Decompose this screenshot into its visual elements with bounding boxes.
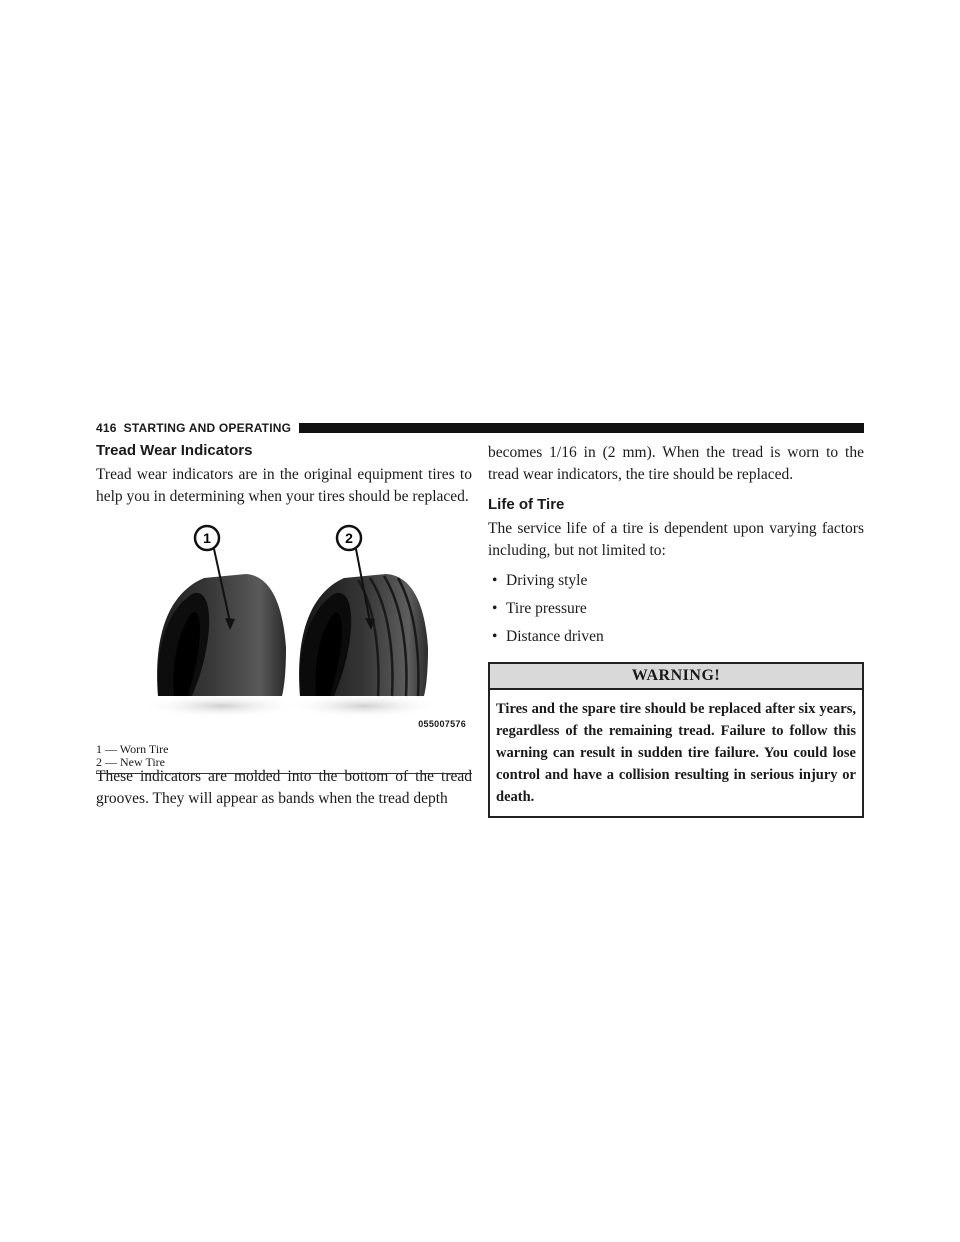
list-item: • Tire pressure — [488, 598, 864, 620]
callout-2-number: 2 — [345, 530, 353, 546]
legend-new-tire: 2 — New Tire — [96, 755, 166, 769]
figure-legend — [96, 743, 472, 774]
heading-life-of-tire: Life of Tire — [488, 496, 565, 513]
legend-rule — [96, 773, 472, 774]
list-item: • Driving style — [488, 570, 864, 592]
legend-worn-tire: 1 — Worn Tire — [96, 742, 169, 756]
warning-text: Tires and the spare tire should be replaced after six years, regardless of the remaining tread. Failure to follow this warning can result in sudden tire failure. You could lose control and have a collision resulting in serious injury or death. — [496, 701, 856, 805]
list-item: • Distance driven — [488, 626, 864, 648]
heading-tread-wear-indicators: Tread Wear Indicators — [96, 442, 253, 459]
figure-code: 055007576 — [418, 719, 466, 729]
bullet-icon: • — [492, 628, 498, 645]
new-tire-shadow — [286, 694, 442, 718]
header-rule — [299, 423, 864, 433]
warning-box — [488, 662, 864, 818]
right-column — [488, 442, 864, 818]
factor-list — [488, 570, 864, 648]
bullet-icon: • — [492, 600, 498, 617]
page-number: 416 — [96, 421, 117, 435]
page-header — [96, 420, 864, 436]
worn-tire-shadow — [141, 694, 301, 718]
worn-tire — [157, 574, 286, 696]
warning-title: WARNING! — [490, 664, 862, 690]
life-of-tire-intro: The service life of a tire is dependent upon varying factors including, but not limited to: — [488, 520, 864, 559]
left-column — [96, 442, 472, 810]
tire-figure — [96, 518, 472, 808]
tire-illustration — [96, 518, 472, 748]
indicators-description: These indicators are molded into the bottom of the tread grooves. They will appear as bands when the tread depth — [96, 768, 472, 807]
section-title: STARTING AND OPERATING — [123, 421, 292, 435]
tread-wear-intro: Tread wear indicators are in the original equipment tires to help you in determining when your tires should be replaced. — [96, 466, 472, 505]
callout-1-number: 1 — [203, 530, 211, 546]
continued-text: becomes 1/16 in (2 mm). When the tread is worn to the tread wear indicators, the tire should be replaced. — [488, 444, 864, 483]
bullet-icon: • — [492, 572, 498, 589]
